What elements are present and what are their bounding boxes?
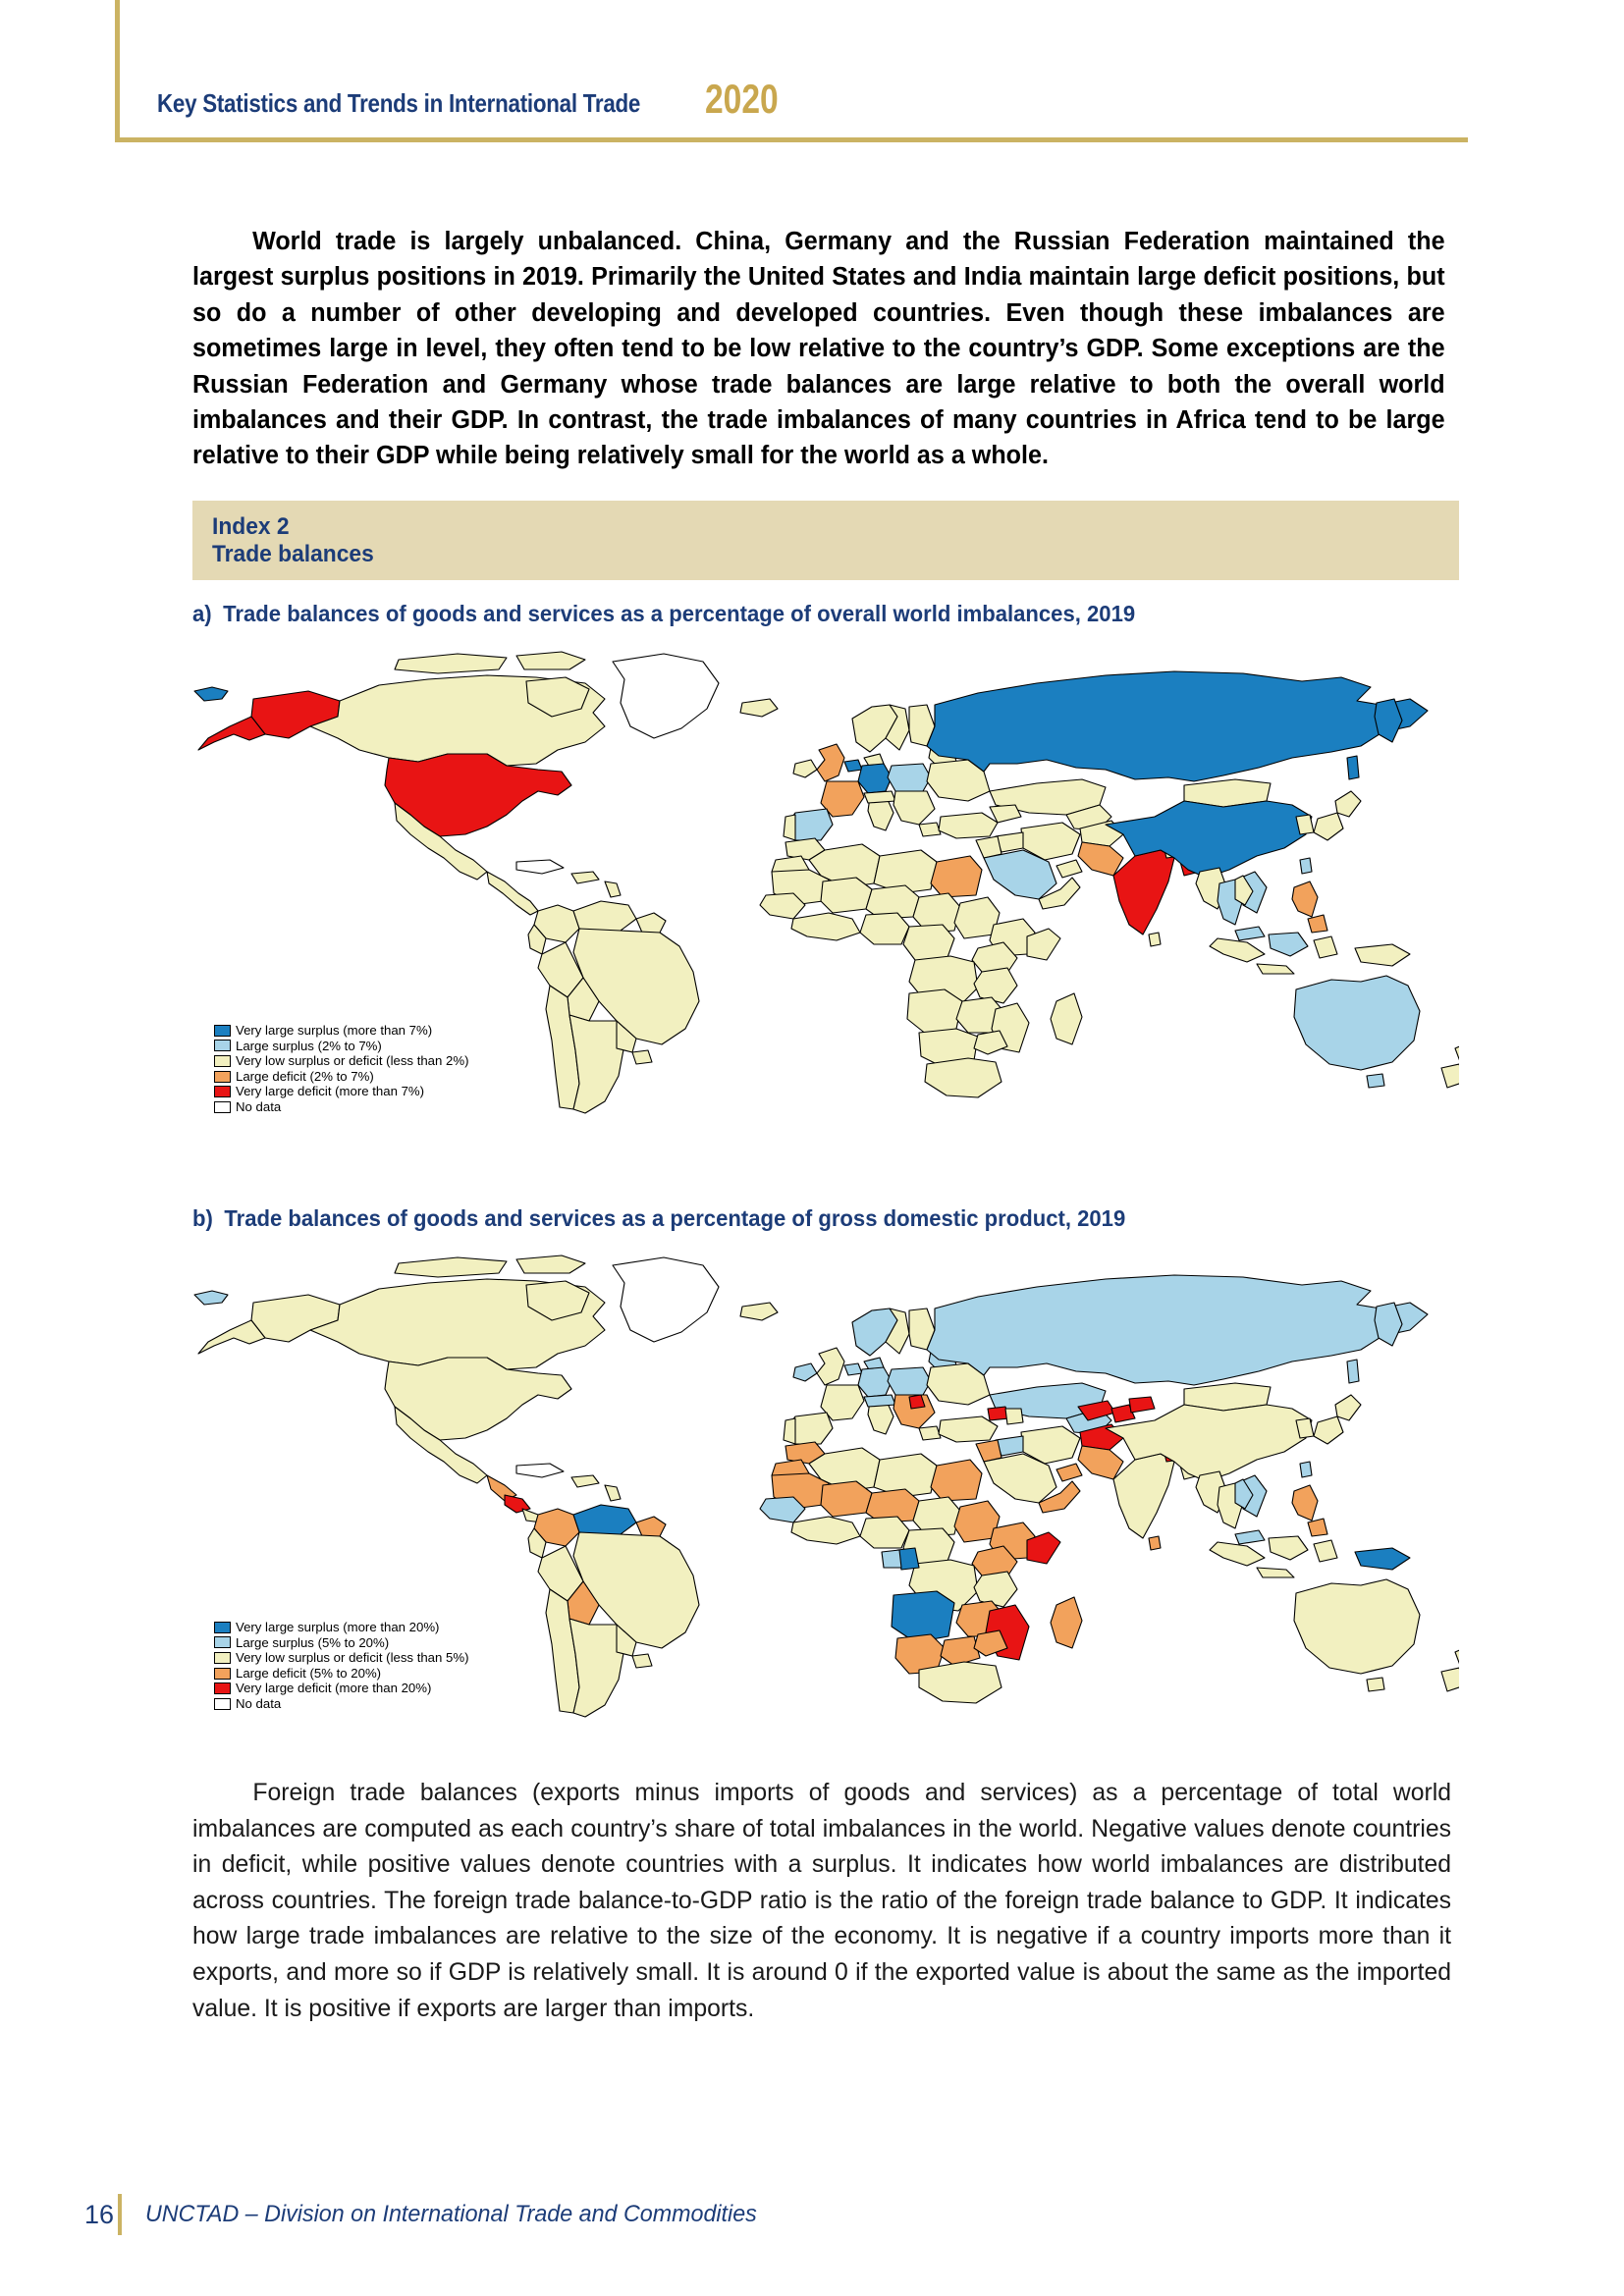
- country-indonesia-sumatra: [1210, 1542, 1265, 1566]
- country-greece: [919, 823, 941, 836]
- country-uruguay: [632, 1050, 652, 1064]
- country-philippines: [1292, 881, 1318, 917]
- country-japan: [1335, 1395, 1361, 1420]
- country-new-zealand-n: [1455, 1646, 1459, 1668]
- map-b-legend: [214, 1620, 468, 1712]
- country-venezuela: [573, 901, 636, 933]
- panel-b-letter: b): [192, 1205, 213, 1231]
- country-alaska-peninsula: [198, 1320, 265, 1354]
- footer-divider: [118, 2194, 122, 2235]
- country-indonesia-borneo: [1269, 1536, 1308, 1560]
- country-alaska-peninsula: [198, 717, 265, 750]
- page-header: [157, 76, 797, 122]
- country-egypt: [931, 856, 982, 897]
- country-indonesia-java: [1257, 1568, 1294, 1577]
- country-turkey: [939, 813, 998, 838]
- country-russia-sakhalin: [1347, 1360, 1359, 1383]
- country-taiwan: [1300, 858, 1312, 874]
- legend-item: [214, 1069, 468, 1085]
- country-botswana: [941, 1636, 980, 1666]
- country-madagascar: [1051, 1597, 1082, 1648]
- index-banner-label: Index 2: [212, 513, 290, 540]
- country-indonesia-sulawesi: [1314, 1540, 1337, 1562]
- country-west-africa-coast: [791, 913, 860, 940]
- country-gulf-states: [1056, 860, 1082, 878]
- country-angola: [892, 1591, 954, 1642]
- country-indonesia-sulawesi: [1314, 936, 1337, 958]
- country-netherlands: [844, 760, 862, 772]
- legend-swatch-large-deficit: [214, 1668, 231, 1680]
- country-netherlands: [844, 1363, 862, 1375]
- legend-label: No data: [236, 1098, 282, 1114]
- country-united-kingdom: [817, 744, 844, 781]
- country-malaysia: [1235, 927, 1265, 940]
- country-hispaniola: [571, 872, 599, 883]
- country-cameroon-car: [903, 925, 954, 960]
- country-indonesia-borneo: [1269, 933, 1308, 956]
- country-turkey: [939, 1416, 998, 1442]
- country-pakistan: [1078, 1446, 1123, 1479]
- country-papua-new-guinea: [1355, 944, 1410, 966]
- index-banner: [192, 501, 1459, 580]
- country-indonesia-sumatra: [1210, 938, 1265, 962]
- legend-label: Very large surplus (more than 20%): [236, 1620, 440, 1634]
- legend-swatch-large-surplus: [214, 1636, 231, 1648]
- country-philippines-mindanao: [1308, 1519, 1327, 1536]
- country-madagascar: [1051, 993, 1082, 1044]
- country-new-zealand-s: [1441, 1668, 1459, 1691]
- country-aleutians: [194, 687, 228, 701]
- country-gulf-states: [1056, 1464, 1082, 1481]
- country-kyrgyzstan: [1129, 1397, 1155, 1413]
- country-uruguay: [632, 1654, 652, 1668]
- country-germany: [858, 764, 892, 793]
- country-balkans: [893, 791, 935, 825]
- legend-item: [214, 1039, 468, 1054]
- country-central-america: [487, 872, 538, 915]
- country-japan: [1335, 791, 1361, 817]
- legend-label: Very low surplus or deficit (less than 2%): [236, 1053, 469, 1069]
- country-venezuela: [573, 1505, 636, 1536]
- country-tanzania: [974, 1572, 1017, 1607]
- legend-label: Large deficit (2% to 7%): [236, 1068, 374, 1084]
- country-antilles: [605, 881, 621, 897]
- country-indonesia-java: [1257, 964, 1294, 974]
- legend-swatch-large-deficit: [214, 1071, 231, 1083]
- country-philippines: [1292, 1485, 1318, 1521]
- country-south-africa: [925, 1058, 1001, 1097]
- country-poland: [888, 1367, 931, 1395]
- country-greenland: [613, 1257, 719, 1342]
- legend-item: [214, 1620, 468, 1635]
- legend-swatch-very-low: [214, 1055, 231, 1067]
- country-aleutians: [194, 1291, 228, 1305]
- legend-swatch-very-large-deficit: [214, 1682, 231, 1694]
- country-iceland: [740, 1303, 778, 1320]
- legend-item: [214, 1053, 468, 1069]
- country-portugal: [784, 1418, 795, 1444]
- legend-label: Very low surplus or deficit (less than 5%): [236, 1650, 469, 1666]
- country-ireland: [793, 760, 817, 777]
- page-year: 2020: [705, 76, 779, 122]
- country-malaysia: [1235, 1530, 1265, 1544]
- country-new-zealand-n: [1455, 1042, 1459, 1064]
- country-india: [1113, 1454, 1174, 1538]
- header-horizontal-rule: [115, 137, 1468, 142]
- page-title: Key Statistics and Trends in International Trade: [157, 88, 641, 119]
- map-a-legend: [214, 1023, 468, 1115]
- country-pakistan: [1078, 842, 1123, 876]
- country-philippines-mindanao: [1308, 915, 1327, 933]
- panel-b-heading: [192, 1205, 1125, 1232]
- legend-swatch-large-surplus: [214, 1040, 231, 1051]
- country-japan-honshu: [1314, 1416, 1343, 1444]
- country-sri-lanka: [1149, 933, 1161, 946]
- country-australia: [1294, 976, 1420, 1070]
- country-hispaniola: [571, 1475, 599, 1487]
- legend-label: No data: [236, 1695, 282, 1711]
- legend-swatch-very-low: [214, 1652, 231, 1664]
- legend-item: [214, 1023, 468, 1039]
- country-taiwan: [1300, 1462, 1312, 1477]
- country-nigeria: [860, 913, 909, 944]
- country-tasmania: [1367, 1678, 1384, 1691]
- country-cuba: [516, 1464, 564, 1477]
- panel-b-heading-text: Trade balances of goods and services as a percentage of gross domestic product, 2019: [224, 1205, 1126, 1231]
- header-vertical-rule: [115, 0, 120, 140]
- legend-swatch-no-data: [214, 1101, 231, 1113]
- country-new-zealand-s: [1441, 1064, 1459, 1088]
- panel-a-heading-text: Trade balances of goods and services as a percentage of overall world imbalances, 2019: [223, 601, 1136, 626]
- country-nigeria: [860, 1517, 909, 1548]
- country-sri-lanka: [1149, 1536, 1161, 1550]
- country-antilles: [605, 1485, 621, 1501]
- country-canada-arctic-1: [395, 654, 507, 673]
- legend-item: [214, 1681, 468, 1696]
- country-switz-austria: [864, 1395, 895, 1407]
- legend-swatch-very-large-deficit: [214, 1086, 231, 1097]
- legend-swatch-no-data: [214, 1698, 231, 1710]
- legend-label: Large surplus (5% to 20%): [236, 1634, 390, 1650]
- legend-label: Large surplus (2% to 7%): [236, 1038, 382, 1053]
- country-canada-arctic-1: [395, 1257, 507, 1277]
- country-canada-arctic-2: [516, 1255, 585, 1273]
- country-greenland: [613, 654, 719, 738]
- legend-item: [214, 1650, 468, 1666]
- legend-swatch-very-large-surplus: [214, 1622, 231, 1633]
- country-cuba: [516, 860, 564, 874]
- country-caucasus: [1005, 1409, 1023, 1424]
- country-egypt: [931, 1460, 982, 1501]
- country-tanzania: [974, 968, 1017, 1003]
- country-papua-new-guinea: [1355, 1548, 1410, 1570]
- country-switz-austria: [864, 791, 895, 803]
- country-russia-sakhalin: [1347, 756, 1359, 779]
- country-gabon: [882, 1550, 901, 1568]
- country-germany: [858, 1367, 892, 1397]
- country-india: [1113, 850, 1174, 934]
- country-guyanas: [636, 913, 666, 933]
- country-west-africa-coast: [791, 1517, 860, 1544]
- closing-paragraph: Foreign trade balances (exports minus imports of goods and services) as a percentage of total world imbalances are computed as each country’s share of total imbalances in the world. Negative values denote countries in deficit, while positive values denote countries with a surplus. It indicates how world imbalances are distributed across countries. The foreign trade balance-to-GDP ratio is the ratio of the foreign trade balance to GDP. It indicates how large trade imbalances are relative to the size of the economy. It is negative if a country imports more than it exports, and more so if GDP is relatively small. It is around 0 if the exported value is about the same as the imported value. It is positive if exports are larger than imports.: [192, 1779, 1452, 2022]
- country-japan-honshu: [1314, 813, 1343, 840]
- index-banner-title: Trade balances: [212, 541, 374, 567]
- panel-a-heading: [192, 601, 1135, 627]
- country-united-kingdom: [817, 1348, 844, 1385]
- legend-label: Very large deficit (more than 7%): [236, 1084, 425, 1099]
- legend-label: Very large surplus (more than 7%): [236, 1023, 433, 1038]
- footer-text: UNCTAD – Division on International Trade and Commodities: [145, 2201, 757, 2227]
- country-ireland: [793, 1363, 817, 1381]
- country-south-africa: [919, 1662, 1001, 1703]
- country-greece: [919, 1426, 941, 1440]
- country-poland: [888, 764, 931, 791]
- legend-item: [214, 1099, 468, 1115]
- footer-page-number: 16: [84, 2199, 115, 2229]
- country-canada-arctic-2: [516, 652, 585, 669]
- intro-paragraph: World trade is largely unbalanced. China, Germany and the Russian Federation maintained the largest surplus positions in 2019. Primarily the United States and India maintain large deficit positions, but so do a number of other developing and developed countries. Even though these imbalances are sometimes large in level, they often tend to be low relative to the country’s GDP. Some exceptions are the Russian Federation and Germany whose trade balances are large relative to both the overall world imbalances and their GDP. In contrast, the trade imbalances of many countries in Africa tend to be large relative to their GDP while being relatively small for the world as a whole.: [192, 228, 1445, 470]
- country-angola: [907, 989, 962, 1035]
- country-guyanas: [636, 1517, 666, 1536]
- country-portugal: [784, 815, 795, 840]
- country-tasmania: [1367, 1074, 1384, 1088]
- panel-a-letter: a): [192, 601, 212, 626]
- page-footer: [84, 2194, 776, 2235]
- legend-label: Very large deficit (more than 20%): [236, 1681, 432, 1696]
- legend-item: [214, 1666, 468, 1682]
- country-caucasus: [990, 805, 1021, 823]
- country-australia: [1294, 1579, 1420, 1674]
- legend-label: Large deficit (5% to 20%): [236, 1665, 382, 1681]
- legend-item: [214, 1635, 468, 1651]
- legend-swatch-very-large-surplus: [214, 1025, 231, 1037]
- legend-item: [214, 1696, 468, 1712]
- legend-item: [214, 1084, 468, 1099]
- country-iceland: [740, 699, 778, 717]
